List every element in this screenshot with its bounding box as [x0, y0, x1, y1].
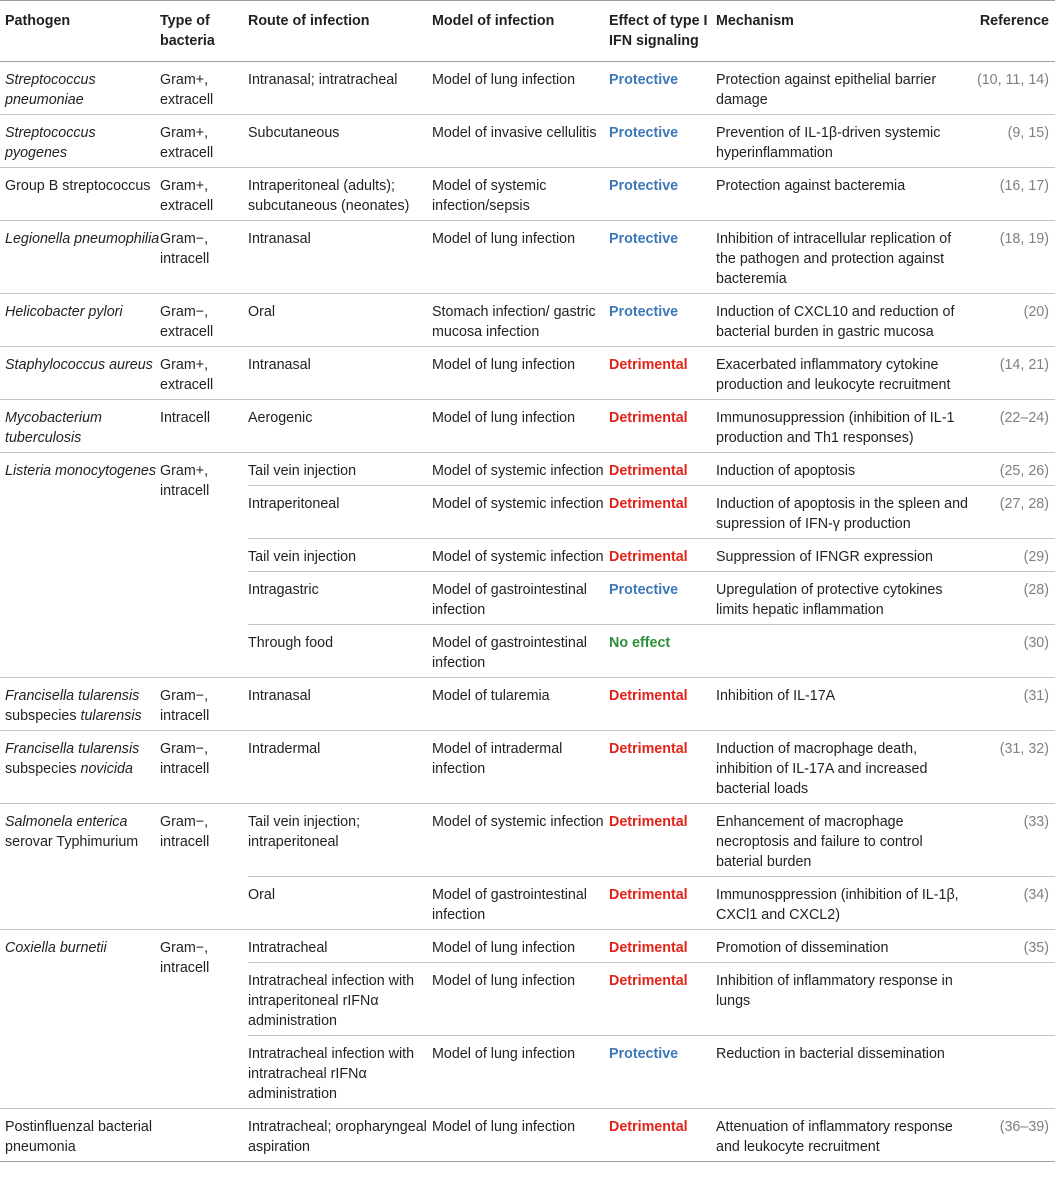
header-mechanism: Mechanism	[716, 1, 970, 62]
header-pathogen: Pathogen	[0, 1, 160, 62]
header-route: Route of infection	[248, 1, 432, 62]
pathogen-name-part: Listeria monocytogenes	[5, 463, 156, 479]
route-cell: Intranasal; intratracheal	[248, 62, 432, 115]
effect-cell	[609, 294, 716, 347]
pathogen-name-part: novicida	[80, 761, 133, 777]
route-cell: Oral	[248, 877, 432, 930]
effect-cell	[609, 572, 716, 625]
mechanism-cell: Enhancement of macrophage necroptosis and failure to control baterial burden	[716, 804, 970, 877]
model-cell: Model of lung infection	[432, 347, 609, 400]
effect-label: Detrimental	[609, 410, 688, 426]
effect-cell	[609, 347, 716, 400]
table-row	[0, 294, 1055, 347]
mechanism-cell: Suppression of IFNGR expression	[716, 539, 970, 572]
bacteria-type-cell: Gram+, extracell	[160, 115, 248, 168]
effect-cell	[609, 453, 716, 486]
route-cell: Tail vein injection; intraperitoneal	[248, 804, 432, 877]
reference-cell: (22–24)	[970, 400, 1055, 453]
effect-label: No effect	[609, 635, 671, 651]
table-row	[0, 678, 1055, 731]
table-row	[0, 731, 1055, 804]
pathogen-name-part: Salmonela enterica	[5, 814, 128, 830]
bacteria-type-cell: Gram+, extracell	[160, 347, 248, 400]
effect-label: Protective	[609, 72, 679, 88]
mechanism-cell: Inhibition of inflammatory response in lungs	[716, 963, 970, 1036]
route-cell: Oral	[248, 294, 432, 347]
pathogen-name-part: Legionella pneumophilia	[5, 231, 160, 247]
model-cell: Model of lung infection	[432, 221, 609, 294]
route-cell: Aerogenic	[248, 400, 432, 453]
pathogen-cell	[0, 1109, 160, 1162]
pathogen-name-part: Staphylococcus aureus	[5, 357, 153, 373]
effect-label: Detrimental	[609, 940, 688, 956]
mechanism-cell: Prevention of IL-1β-driven systemic hyperinflammation	[716, 115, 970, 168]
mechanism-cell: Protection against bacteremia	[716, 168, 970, 221]
header-type: Type of bacteria	[160, 1, 248, 62]
table-row	[0, 347, 1055, 400]
model-cell: Model of lung infection	[432, 400, 609, 453]
mechanism-cell	[716, 625, 970, 678]
model-cell: Model of lung infection	[432, 963, 609, 1036]
table-row	[0, 400, 1055, 453]
reference-cell	[970, 1036, 1055, 1109]
effect-cell	[609, 1036, 716, 1109]
reference-cell: (16, 17)	[970, 168, 1055, 221]
effect-label: Detrimental	[609, 973, 688, 989]
effect-label: Detrimental	[609, 357, 688, 373]
pathogen-cell	[0, 930, 160, 1109]
route-cell: Through food	[248, 625, 432, 678]
model-cell: Model of gastrointestinal infection	[432, 877, 609, 930]
pathogen-cell	[0, 115, 160, 168]
reference-cell: (20)	[970, 294, 1055, 347]
model-cell: Model of gastrointestinal infection	[432, 625, 609, 678]
reference-cell: (9, 15)	[970, 115, 1055, 168]
model-cell: Model of lung infection	[432, 930, 609, 963]
effect-label: Detrimental	[609, 887, 688, 903]
table-row	[0, 221, 1055, 294]
route-cell: Tail vein injection	[248, 539, 432, 572]
bacteria-type-cell: Gram+, extracell	[160, 62, 248, 115]
effect-label: Protective	[609, 231, 679, 247]
pathogen-name-part: Group B streptococcus	[5, 178, 151, 194]
effect-label: Protective	[609, 304, 679, 320]
bacteria-type-cell: Gram+, extracell	[160, 168, 248, 221]
mechanism-cell: Promotion of dissemination	[716, 930, 970, 963]
effect-cell	[609, 963, 716, 1036]
table-row	[0, 115, 1055, 168]
table-header	[0, 1, 1055, 62]
pathogen-cell	[0, 678, 160, 731]
model-cell: Model of systemic infection/sepsis	[432, 168, 609, 221]
bacteria-type-cell: Gram−, intracell	[160, 930, 248, 1109]
route-cell: Intranasal	[248, 678, 432, 731]
mechanism-cell: Protection against epithelial barrier damage	[716, 62, 970, 115]
reference-cell: (36–39)	[970, 1109, 1055, 1162]
effect-label: Protective	[609, 178, 679, 194]
model-cell: Model of systemic infection	[432, 804, 609, 877]
pathogen-cell	[0, 62, 160, 115]
model-cell: Model of systemic infection	[432, 453, 609, 486]
bacteria-type-cell: Gram−, intracell	[160, 221, 248, 294]
route-cell: Intraperitoneal (adults); subcutaneous (neonates)	[248, 168, 432, 221]
table-row	[0, 62, 1055, 115]
model-cell: Model of lung infection	[432, 1109, 609, 1162]
reference-cell: (18, 19)	[970, 221, 1055, 294]
pathogen-name-part: Streptococcus pyogenes	[5, 125, 96, 161]
pathogen-cell	[0, 168, 160, 221]
effect-cell	[609, 804, 716, 877]
reference-cell: (30)	[970, 625, 1055, 678]
pathogen-cell	[0, 400, 160, 453]
pathogen-name-part: Postinfluenzal bacterial pneumonia	[5, 1119, 153, 1155]
bacteria-type-cell: Gram−, intracell	[160, 731, 248, 804]
mechanism-cell: Upregulation of protective cytokines limits hepatic inflammation	[716, 572, 970, 625]
pathogen-name-part: subspecies	[5, 708, 81, 724]
effect-cell	[609, 486, 716, 539]
mechanism-cell: Immunosuppression (inhibition of IL-1 production and Th1 responses)	[716, 400, 970, 453]
pathogen-name-part: serovar Typhimurium	[5, 834, 139, 850]
mechanism-cell: Induction of CXCL10 and reduction of bacterial burden in gastric mucosa	[716, 294, 970, 347]
bacteria-type-cell: Gram+, intracell	[160, 453, 248, 678]
route-cell: Subcutaneous	[248, 115, 432, 168]
route-cell: Intratracheal infection with intratracheal rIFNα administration	[248, 1036, 432, 1109]
effect-label: Detrimental	[609, 1119, 688, 1135]
pathogen-name-part: Coxiella burnetii	[5, 940, 107, 956]
effect-cell	[609, 168, 716, 221]
route-cell: Intranasal	[248, 221, 432, 294]
header-row	[0, 1, 1055, 62]
route-cell: Intratracheal; oropharyngeal aspiration	[248, 1109, 432, 1162]
reference-cell: (25, 26)	[970, 453, 1055, 486]
reference-cell: (33)	[970, 804, 1055, 877]
effect-label: Protective	[609, 582, 679, 598]
model-cell: Model of tularemia	[432, 678, 609, 731]
effect-cell	[609, 877, 716, 930]
route-cell: Intratracheal infection with intraperitoneal rIFNα administration	[248, 963, 432, 1036]
route-cell: Intraperitoneal	[248, 486, 432, 539]
reference-cell: (31)	[970, 678, 1055, 731]
model-cell: Model of invasive cellulitis	[432, 115, 609, 168]
effect-label: Detrimental	[609, 741, 688, 757]
reference-cell: (10, 11, 14)	[970, 62, 1055, 115]
pathogen-cell	[0, 804, 160, 930]
model-cell: Stomach infection/ gastric mucosa infection	[432, 294, 609, 347]
pathogen-name-part: tularensis	[80, 708, 142, 724]
effect-cell	[609, 731, 716, 804]
route-cell: Intranasal	[248, 347, 432, 400]
effect-label: Protective	[609, 125, 679, 141]
pathogen-name-part: Mycobacterium tuberculosis	[5, 410, 102, 446]
reference-cell: (34)	[970, 877, 1055, 930]
effect-cell	[609, 539, 716, 572]
pathogen-cell	[0, 221, 160, 294]
table-row	[0, 930, 1055, 963]
mechanism-cell: Inhibition of IL-17A	[716, 678, 970, 731]
effect-cell	[609, 930, 716, 963]
model-cell: Model of gastrointestinal infection	[432, 572, 609, 625]
model-cell: Model of lung infection	[432, 62, 609, 115]
effect-label: Detrimental	[609, 549, 688, 565]
table-row	[0, 804, 1055, 877]
reference-cell: (35)	[970, 930, 1055, 963]
header-model: Model of infection	[432, 1, 609, 62]
effect-label: Detrimental	[609, 814, 688, 830]
bacteria-type-cell: Gram−, extracell	[160, 294, 248, 347]
mechanism-cell: Induction of macrophage death, inhibition of IL-17A and increased bacterial loads	[716, 731, 970, 804]
pathogen-name-part: Helicobacter pylori	[5, 304, 123, 320]
reference-cell: (28)	[970, 572, 1055, 625]
bacteria-type-cell: Gram−, intracell	[160, 678, 248, 731]
reference-cell: (14, 21)	[970, 347, 1055, 400]
route-cell: Intratracheal	[248, 930, 432, 963]
pathogen-name-part: subspecies	[5, 761, 81, 777]
pathogen-name-part: Francisella tularensis	[5, 741, 140, 757]
effect-cell	[609, 1109, 716, 1162]
mechanism-cell: Attenuation of inflammatory response and leukocyte recruitment	[716, 1109, 970, 1162]
reference-cell: (31, 32)	[970, 731, 1055, 804]
reference-cell: (29)	[970, 539, 1055, 572]
effect-cell	[609, 400, 716, 453]
table-row	[0, 453, 1055, 486]
model-cell: Model of intradermal infection	[432, 731, 609, 804]
table-row	[0, 168, 1055, 221]
model-cell: Model of lung infection	[432, 1036, 609, 1109]
effect-cell	[609, 625, 716, 678]
table-body	[0, 62, 1055, 1162]
bacteria-type-cell: Gram−, intracell	[160, 804, 248, 930]
effect-cell	[609, 62, 716, 115]
mechanism-cell: Immunosppression (inhibition of IL-1β, CXCl1 and CXCL2)	[716, 877, 970, 930]
effect-label: Detrimental	[609, 688, 688, 704]
mechanism-cell: Induction of apoptosis in the spleen and supression of IFN-γ production	[716, 486, 970, 539]
bacteria-type-cell: Intracell	[160, 400, 248, 453]
effect-cell	[609, 115, 716, 168]
pathogen-name-part: Streptococcus pneumoniae	[5, 72, 96, 108]
bacteria-type-cell	[160, 1109, 248, 1162]
pathogen-cell	[0, 347, 160, 400]
model-cell: Model of systemic infection	[432, 539, 609, 572]
mechanism-cell: Induction of apoptosis	[716, 453, 970, 486]
model-cell: Model of systemic infection	[432, 486, 609, 539]
pathogen-name-part: Francisella tularensis	[5, 688, 140, 704]
effect-cell	[609, 221, 716, 294]
route-cell: Tail vein injection	[248, 453, 432, 486]
reference-cell: (27, 28)	[970, 486, 1055, 539]
effect-label: Protective	[609, 1046, 679, 1062]
header-reference: Reference	[970, 1, 1055, 62]
reference-cell	[970, 963, 1055, 1036]
pathogen-cell	[0, 731, 160, 804]
route-cell: Intragastric	[248, 572, 432, 625]
mechanism-cell: Reduction in bacterial dissemination	[716, 1036, 970, 1109]
mechanism-cell: Exacerbated inflammatory cytokine production and leukocyte recruitment	[716, 347, 970, 400]
table-row	[0, 1109, 1055, 1162]
mechanism-cell: Inhibition of intracellular replication of the pathogen and protection against bacteremia	[716, 221, 970, 294]
route-cell: Intradermal	[248, 731, 432, 804]
effect-label: Detrimental	[609, 496, 688, 512]
pathogen-cell	[0, 453, 160, 678]
effect-label: Detrimental	[609, 463, 688, 479]
header-effect: Effect of type I IFN signaling	[609, 1, 716, 62]
pathogen-cell	[0, 294, 160, 347]
effect-cell	[609, 678, 716, 731]
